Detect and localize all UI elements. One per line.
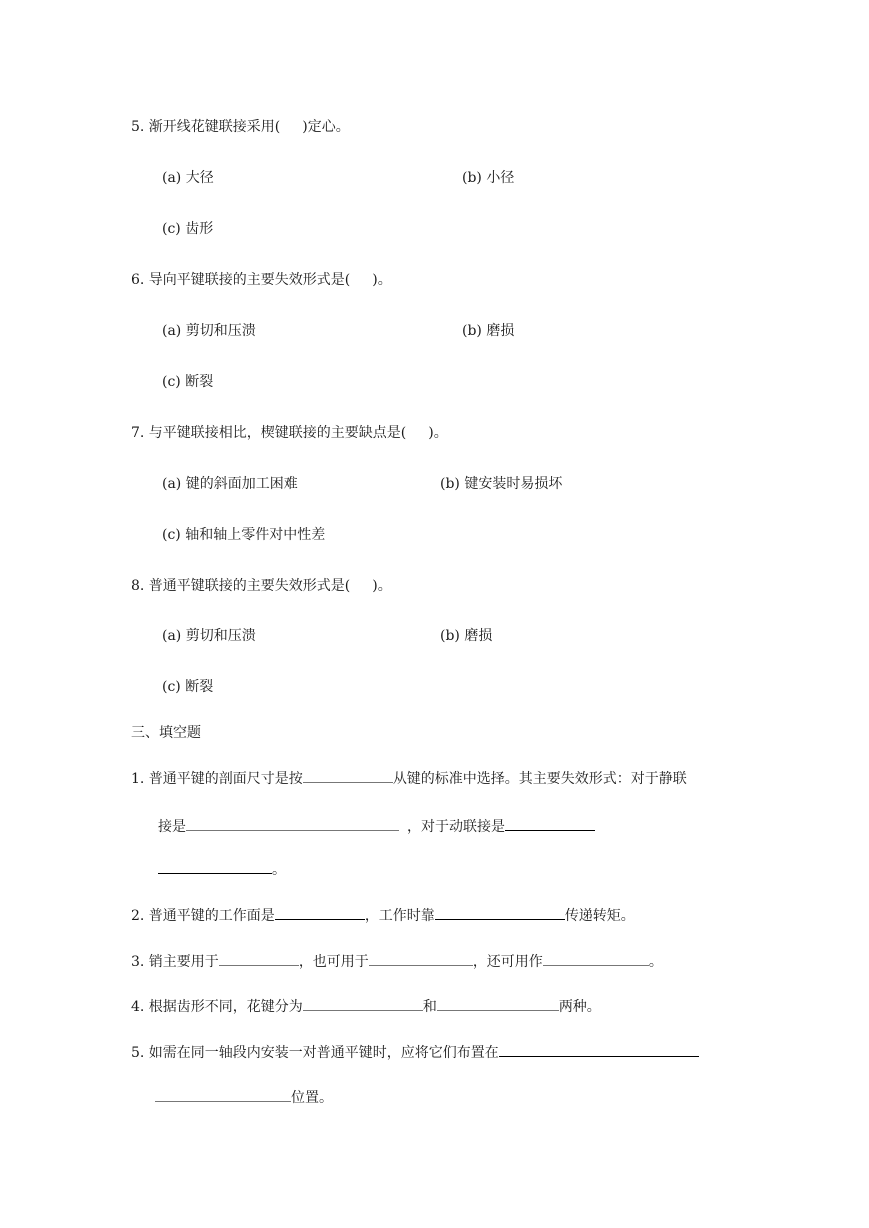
fill-blank xyxy=(186,818,399,831)
question-5-option-c: (c) 齿形 xyxy=(162,221,214,237)
question-6-option-b: (b) 磨损 xyxy=(462,323,515,339)
question-6-option-c: (c) 断裂 xyxy=(162,374,214,390)
fill-blank xyxy=(303,770,393,783)
question-7-option-b: (b) 键安装时易损坏 xyxy=(440,476,563,492)
fill-blank xyxy=(275,907,365,920)
question-5-option-a: (a) 大径 xyxy=(162,170,214,186)
section-title: 三、填空题 xyxy=(131,725,201,741)
question-5-option-b: (b) 小径 xyxy=(462,170,515,186)
fill-blank xyxy=(435,907,565,920)
fill-question-1-line-2: 接是 ，对于动联接是 xyxy=(158,817,595,837)
fill-blank xyxy=(543,953,649,966)
fill-question-1-line-1: 1. 普通平键的剖面尺寸是按 从键的标准中选择。其主要失效形式：对于静联 xyxy=(131,771,687,787)
question-8-stem: 8. 普通平键联接的主要失效形式是( )。 xyxy=(131,578,392,594)
fill-question-1-line-3: 。 xyxy=(158,860,286,880)
fill-question-5-line-1: 5. 如需在同一轴段内安装一对普通平键时，应将它们布置在 xyxy=(131,1043,699,1063)
fill-question-2: 2. 普通平键的工作面是 ，工作时靠 传递转矩。 xyxy=(131,908,635,924)
fill-blank xyxy=(303,998,423,1011)
fill-question-4: 4. 根据齿形不同，花键分为 和 两种。 xyxy=(131,999,601,1015)
question-7-option-c: (c) 轴和轴上零件对中性差 xyxy=(162,527,326,543)
fill-blank xyxy=(158,861,272,874)
question-5-stem: 5. 渐开线花键联接采用( )定心。 xyxy=(131,119,350,135)
question-8-option-c: (c) 断裂 xyxy=(162,679,214,695)
fill-question-3: 3. 销主要用于 ，也可用于 ，还可用作 。 xyxy=(131,954,663,970)
question-8-option-b: (b) 磨损 xyxy=(440,628,493,644)
fill-blank xyxy=(219,953,299,966)
question-8-option-a: (a) 剪切和压溃 xyxy=(162,628,256,644)
fill-blank xyxy=(505,818,595,831)
fill-blank xyxy=(437,998,559,1011)
fill-blank xyxy=(499,1044,699,1057)
question-6-stem: 6. 导向平键联接的主要失效形式是( )。 xyxy=(131,272,392,288)
fill-blank xyxy=(369,953,473,966)
question-7-stem: 7. 与平键联接相比，楔键联接的主要缺点是( )。 xyxy=(131,425,448,441)
fill-question-5-line-2: 位置。 xyxy=(155,1088,333,1108)
question-6-option-a: (a) 剪切和压溃 xyxy=(162,323,256,339)
fill-blank xyxy=(155,1089,291,1102)
question-7-option-a: (a) 键的斜面加工困难 xyxy=(162,476,298,492)
